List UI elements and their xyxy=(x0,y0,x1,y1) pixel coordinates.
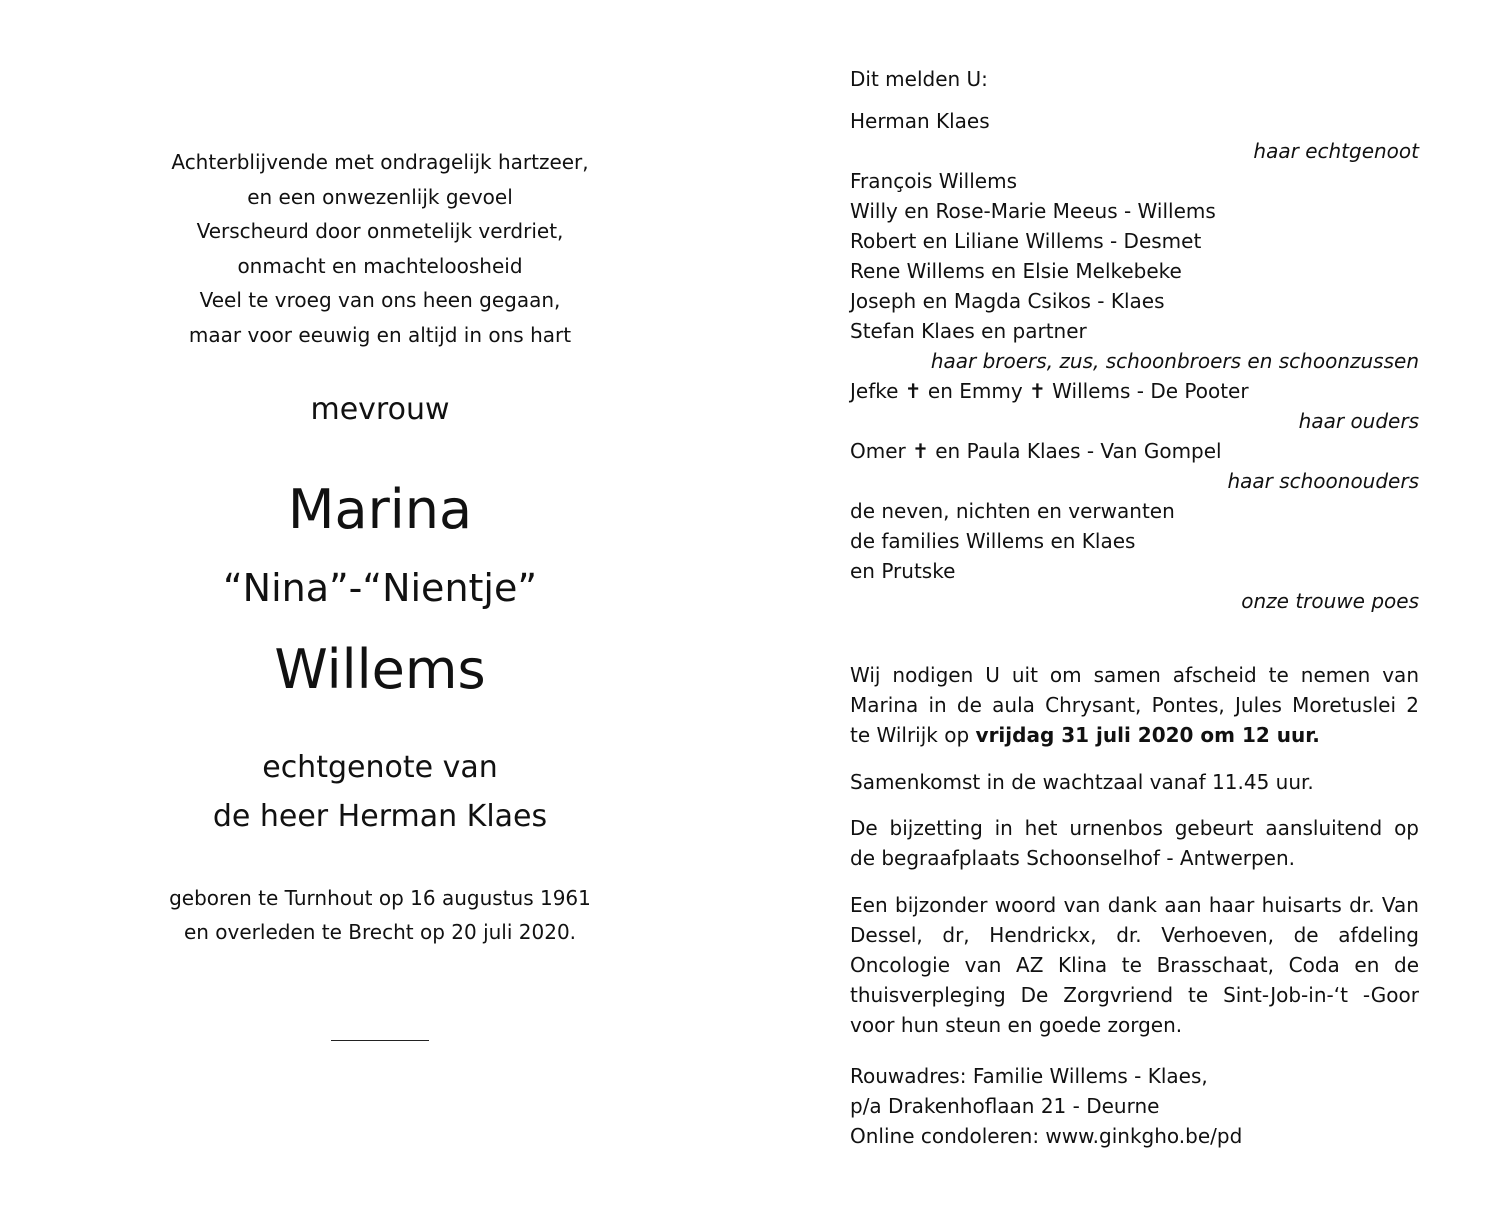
sibling-line: Robert en Liliane Willems - Desmet xyxy=(850,229,1202,253)
inlaws-text: en Paula Klaes - Van Gompel xyxy=(928,439,1222,463)
cross-icon: ✝ xyxy=(912,439,929,463)
thanks-line: voor hun steun en goede zorgen. xyxy=(850,1013,1183,1037)
sibling-line: Joseph en Magda Csikos - Klaes xyxy=(850,289,1165,313)
inlaws-text: Omer xyxy=(850,439,913,463)
invitation-text: te Wilrijk op xyxy=(850,723,976,747)
ceremony-datetime: vrijdag 31 juli 2020 om 12 uur. xyxy=(975,723,1320,747)
poem-line: Achterblijvende met ondragelijk hartzeer, xyxy=(171,150,589,174)
poem-line: en een onwezenlijk gevoel xyxy=(247,184,513,209)
death-line: en overleden te Brecht op 20 juli 2020. xyxy=(183,920,577,944)
poem-line: onmacht en machteloosheid xyxy=(237,253,523,278)
poem-line: Veel te vroeg van ons heen gegaan, xyxy=(199,288,561,313)
parents-text: en Emmy xyxy=(921,379,1030,403)
relatives-line: en Prutske xyxy=(850,559,956,583)
birth-line: geboren te Turnhout op 16 augustus 1961 xyxy=(169,886,591,910)
title-mevrouw: mevrouw xyxy=(310,392,450,427)
sibling-line: Willy en Rose-Marie Meeus - Willems xyxy=(850,199,1216,223)
burial-line: De bijzetting in het urnenbos gebeurt aansluitend op xyxy=(850,816,1419,840)
sibling-line: Stefan Klaes en partner xyxy=(850,319,1087,343)
relatives-line: de families Willems en Klaes xyxy=(850,529,1136,553)
thanks-line: Oncologie van AZ Klina te Brasschaat, Coda en de xyxy=(850,953,1419,977)
invitation-line: Wij nodigen U uit om samen afscheid te nemen van xyxy=(850,663,1419,687)
dates-block xyxy=(0,881,760,949)
condolence-link[interactable]: Online condoleren: www.ginkgho.be/pd xyxy=(850,1124,1243,1148)
last-name: Willems xyxy=(274,638,486,701)
address-line: Rouwadres: Familie Willems - Klaes, xyxy=(850,1064,1208,1088)
poem-line: maar voor eeuwig en altijd in ons hart xyxy=(188,322,572,347)
spouse-block xyxy=(0,743,760,841)
thanks-line: Dessel, dr, Hendrickx, dr. Verhoeven, de afdeling xyxy=(850,923,1419,947)
thanks-line: thuisverpleging De Zorgvriend te Sint-Job-in-‘t -Goor xyxy=(850,983,1419,1007)
spouse-line: de heer Herman Klaes xyxy=(212,799,548,834)
first-name: Marina xyxy=(287,478,473,541)
right-page xyxy=(850,0,1419,1214)
spouse-role: haar echtgenoot xyxy=(1253,139,1419,163)
burial-line: de begraafplaats Schoonselhof - Antwerpen. xyxy=(850,846,1296,870)
divider-line xyxy=(331,1040,429,1041)
gathering-line: Samenkomst in de wachtzaal vanaf 11.45 uur. xyxy=(850,770,1314,794)
siblings-role: haar broers, zus, schoonbroers en schoonzussen xyxy=(930,349,1419,373)
spouse-line: echtgenote van xyxy=(262,750,498,785)
nicknames: “Nina”-“Nientje” xyxy=(222,566,538,610)
spouse-name: Herman Klaes xyxy=(850,109,990,133)
sibling-line: Rene Willems en Elsie Melkebeke xyxy=(850,259,1182,283)
relatives-line: de neven, nichten en verwanten xyxy=(850,499,1175,523)
cat-role: onze trouwe poes xyxy=(1241,589,1419,613)
parents-text: Jefke xyxy=(850,379,905,403)
poem-line: Verscheurd door onmetelijk verdriet, xyxy=(196,219,564,244)
invitation-line xyxy=(850,720,1419,750)
cross-icon: ✝ xyxy=(1029,379,1046,403)
poem xyxy=(0,145,760,353)
inlaws-line xyxy=(850,436,1419,466)
cross-icon: ✝ xyxy=(904,379,922,403)
inlaws-role: haar schoonouders xyxy=(1227,469,1419,493)
address-line: p/a Drakenhoflaan 21 - Deurne xyxy=(850,1094,1160,1118)
parents-role: haar ouders xyxy=(1298,409,1419,433)
sibling-line: François Willems xyxy=(850,169,1017,193)
thanks-line: Een bijzonder woord van dank aan haar huisarts dr. Van xyxy=(850,893,1419,917)
parents-line xyxy=(850,376,1419,406)
parents-text: Willems - De Pooter xyxy=(1045,379,1249,403)
intro-line: Dit melden U: xyxy=(850,67,988,91)
invitation-line: Marina in de aula Chrysant, Pontes, Jules Moretuslei 2 xyxy=(850,693,1419,717)
